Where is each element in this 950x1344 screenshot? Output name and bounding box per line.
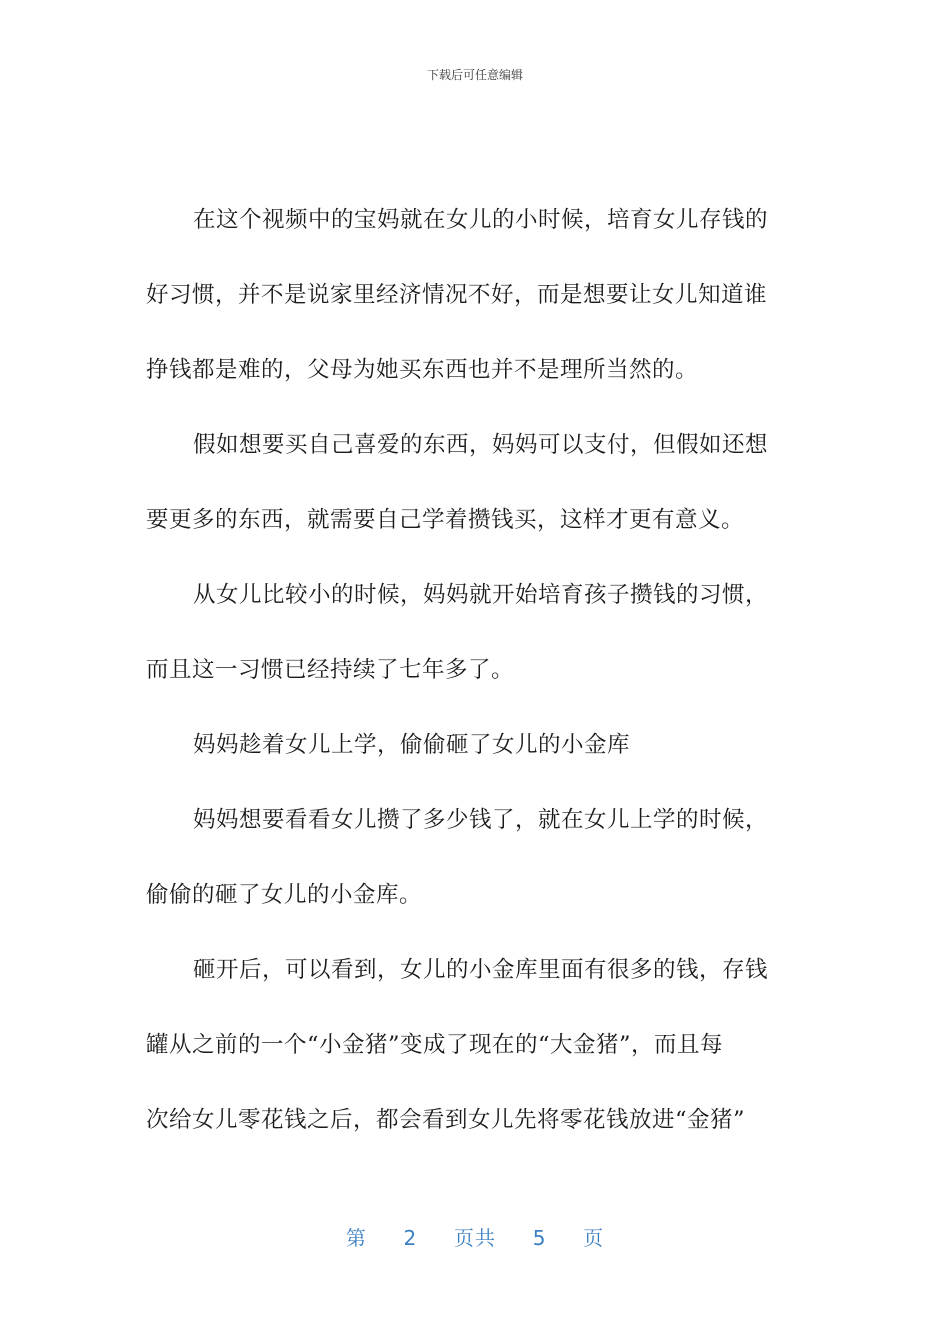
paragraph-line: 要更多的东西，就需要自己学着攒钱买，这样才更有意义。	[146, 507, 745, 533]
page-footer	[0, 1222, 950, 1251]
paragraph-line: 好习惯，并不是说家里经济情况不好，而是想要让女儿知道谁	[146, 282, 768, 308]
paragraph-line: 妈妈想要看看女儿攒了多少钱了，就在女儿上学的时候，	[193, 807, 769, 833]
page-label-prefix: 第	[345, 1226, 367, 1250]
paragraph-line: 从女儿比较小的时候，妈妈就开始培育孩子攒钱的习惯，	[193, 582, 769, 608]
paragraph-line: 在这个视频中的宝妈就在女儿的小时候，培育女儿存钱的	[193, 207, 769, 233]
paragraph-line: 偷偷的砸了女儿的小金库。	[146, 882, 423, 908]
section-heading: 妈妈趁着女儿上学，偷偷砸了女儿的小金库	[193, 732, 631, 758]
total-pages-number: 5	[532, 1226, 547, 1250]
page-label-middle: 页共	[454, 1226, 496, 1250]
page-label-suffix: 页	[583, 1226, 605, 1250]
paragraph-line: 挣钱都是难的，父母为她买东西也并不是理所当然的。	[146, 357, 699, 383]
current-page-number: 2	[403, 1226, 418, 1250]
paragraph-line: 而且这一习惯已经持续了七年多了。	[146, 657, 515, 683]
paragraph-line: 罐从之前的一个“小金猪”变成了现在的“大金猪”，而且每	[146, 1032, 724, 1058]
page-header: 下载后可任意编辑	[426, 68, 523, 82]
document-body	[146, 192, 794, 1167]
paragraph-line: 次给女儿零花钱之后，都会看到女儿先将零花钱放进“金猪”	[146, 1107, 746, 1133]
paragraph-line: 假如想要买自己喜爱的东西，妈妈可以支付，但假如还想	[193, 432, 769, 458]
paragraph-line: 砸开后，可以看到，女儿的小金库里面有很多的钱，存钱	[193, 957, 769, 983]
